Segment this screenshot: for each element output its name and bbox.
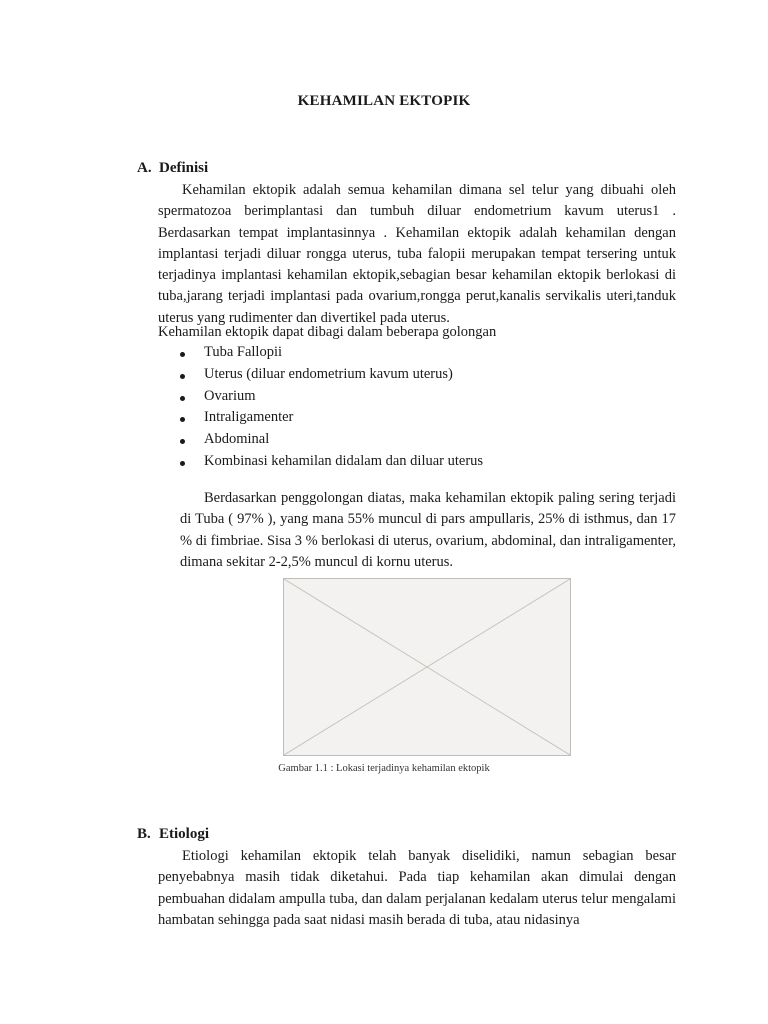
section-a-heading (137, 160, 208, 177)
classification-paragraph-text: Berdasarkan penggolongan diatas, maka kehamilan ektopik paling sering terjadi di Tuba ( 97% ), yang mana 55% muncul di pars ampullaris, 25% di isthmus, dan 17 % di fimbriae. Sisa 3 % berlokasi di uterus, ovarium, abdominal, dan intraligamenter, dimana sekitar 2-2,5% muncul di kornu uterus. (180, 490, 676, 570)
section-b-heading (137, 826, 209, 843)
section-a-title: Definisi (159, 160, 209, 176)
definition-paragraph-text: Kehamilan ektopik adalah semua kehamilan dimana sel telur yang dibuahi oleh spermatozoa berimplantasi dan tumbuh diluar endometrium kavum uterus1 . Berdasarkan tempat implantasinnya . Kehamilan ektopik adalah kehamilan dengan implantasi terjadi diluar rongga uterus, tuba falopii merupakan tempat tersering untuk terjadinya implantasi kehamilan ektopik,sebagian besar kehamilan ektopik berlokasi di tuba,jarang terjadi implantasi pada ovarium,rongga perut,kanalis servikalis uteri,tanduk uterus yang rudimenter dan divertikel pada uterus. (158, 182, 676, 326)
list-item: Intraligamenter (158, 409, 483, 431)
ectopic-pregnancy-diagram (283, 578, 571, 756)
section-b-letter: B. (137, 826, 151, 842)
bullet-icon (180, 461, 185, 466)
bullet-icon (180, 352, 185, 357)
list-item: Ovarium (158, 388, 483, 410)
list-intro: Kehamilan ektopik dapat dibagi dalam beberapa golongan (158, 324, 497, 340)
image-placeholder (284, 579, 570, 755)
document-title: KEHAMILAN EKTOPIK (297, 93, 471, 109)
section-a-letter: A. (137, 160, 152, 176)
definition-paragraph (158, 180, 676, 329)
bullet-icon (180, 374, 185, 379)
figure-caption: Gambar 1.1 : Lokasi terjadinya kehamilan ektopik (278, 763, 490, 774)
classification-list (158, 344, 483, 475)
etiology-paragraph (158, 846, 676, 931)
bullet-icon (180, 417, 185, 422)
etiology-paragraph-text: Etiologi kehamilan ektopik telah banyak diselidiki, namun sebagian besar penyebabnya masih tidak diketahui. Pada tiap kehamilan akan dimulai dengan pembuahan didalam ampulla tuba, dan dalam perjalanan kedalam uterus telur mengalami hambatan sehingga pada saat nidasi masih berada di tuba, atau nidasinya (158, 848, 676, 928)
classification-paragraph (180, 488, 676, 573)
bullet-icon (180, 396, 185, 401)
list-item: Abdominal (158, 431, 483, 453)
list-item: Kombinasi kehamilan didalam dan diluar uterus (158, 453, 483, 475)
list-item: Uterus (diluar endometrium kavum uterus) (158, 366, 483, 388)
list-item: Tuba Fallopii (158, 344, 483, 366)
bullet-icon (180, 439, 185, 444)
section-b-title: Etiologi (159, 826, 210, 842)
